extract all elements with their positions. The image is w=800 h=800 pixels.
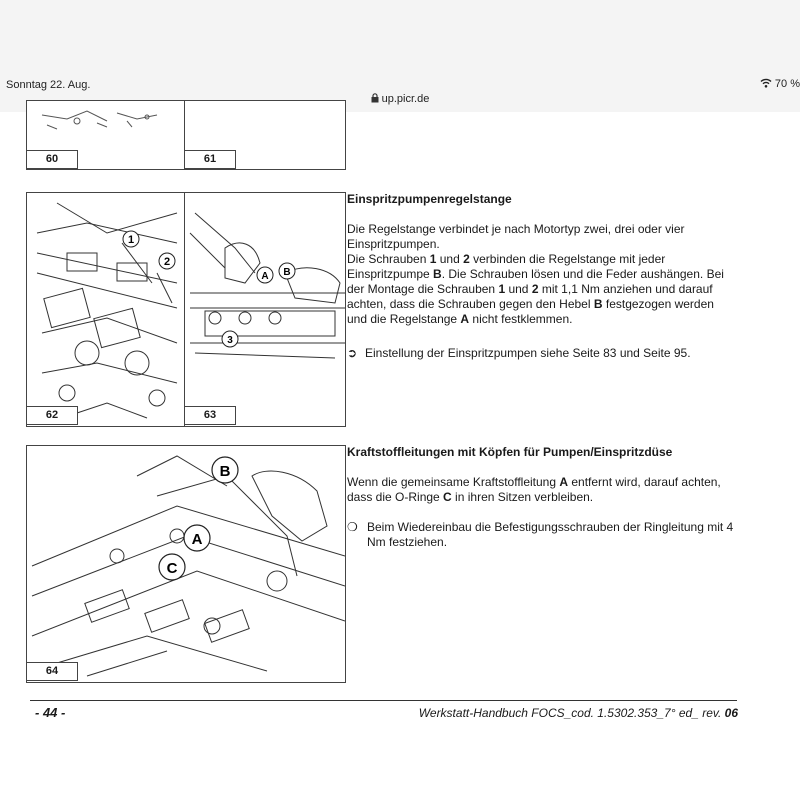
section1-paragraph-2: Die Schrauben 1 und 2 verbinden die Regelstange mit jeder Einspritzpumpe B. Die Schrauben lösen und die Feder aushängen. Bei der Montage die Schrauben 1 und 2 mit 1,1 Nm anziehen und darauf achten, dass die Schrauben gegen den Hebel B festgezogen werden und die Regelstange A nicht festklemmen.	[347, 252, 724, 326]
status-indicators	[760, 78, 800, 90]
url-text: up.picr.de	[381, 93, 430, 105]
section-title-kraftstoffleitungen: Kraftstoffleitungen mit Köpfen für Pumpen/Einspritzdüse	[347, 445, 673, 459]
callout-fig64-A: A	[191, 531, 203, 548]
figure-60-label: 60	[26, 150, 78, 169]
arrow-icon: ➲	[347, 346, 358, 360]
section-title-einspritzpumpenregelstange: Einspritzpumpenregelstange	[347, 192, 512, 206]
figure-62	[26, 192, 187, 427]
figure-63-label: 63	[184, 406, 236, 425]
page-number: - 44 -	[35, 705, 66, 720]
callout-A: A	[261, 271, 269, 282]
browser-status-bar	[0, 0, 800, 112]
section2-bullet	[347, 520, 735, 550]
section2-paragraph-1: Wenn die gemeinsame Kraftstoffleitung A entfernt wird, darauf achten, dass die O-Ringe C in ihren Sitzen verbleiben.	[347, 475, 721, 504]
figure-62-label: 62	[26, 406, 78, 425]
callout-B: B	[283, 267, 291, 278]
section1-reference	[347, 346, 735, 361]
section1-reference-text: Einstellung der Einspritzpumpen siehe Seite 83 und Seite 95.	[365, 346, 691, 360]
battery-percent: 70 %	[774, 78, 800, 90]
figure-64-illustration	[27, 446, 345, 682]
figure-64	[26, 445, 346, 683]
circle-bullet-icon: ❍	[347, 520, 358, 534]
wifi-icon	[760, 78, 772, 88]
callout-fig64-C: C	[166, 560, 178, 577]
section1-paragraph-1: Die Regelstange verbindet je nach Motortyp zwei, drei oder vier Einspritzpumpen.	[347, 222, 685, 251]
figure-63	[184, 192, 346, 427]
footer-title: Werkstatt-Handbuch FOCS_cod. 1.5302.353_7° ed_ rev. 06	[418, 706, 738, 720]
figure-64-label: 64	[26, 662, 78, 681]
callout-fig64-B: B	[219, 463, 231, 480]
callout-1: 1	[127, 234, 135, 246]
callout-2: 2	[163, 256, 171, 268]
figure-61-label: 61	[184, 150, 236, 169]
section2-bullet-text: Beim Wiedereinbau die Befestigungsschrauben der Ringleitung mit 4 Nm festziehen.	[367, 520, 734, 549]
lock-icon	[371, 93, 379, 103]
figure-62-illustration	[27, 193, 186, 426]
footer-divider	[30, 700, 737, 701]
figure-63-illustration	[185, 193, 345, 426]
callout-3: 3	[227, 335, 233, 346]
status-date: Sonntag 22. Aug.	[6, 79, 91, 91]
